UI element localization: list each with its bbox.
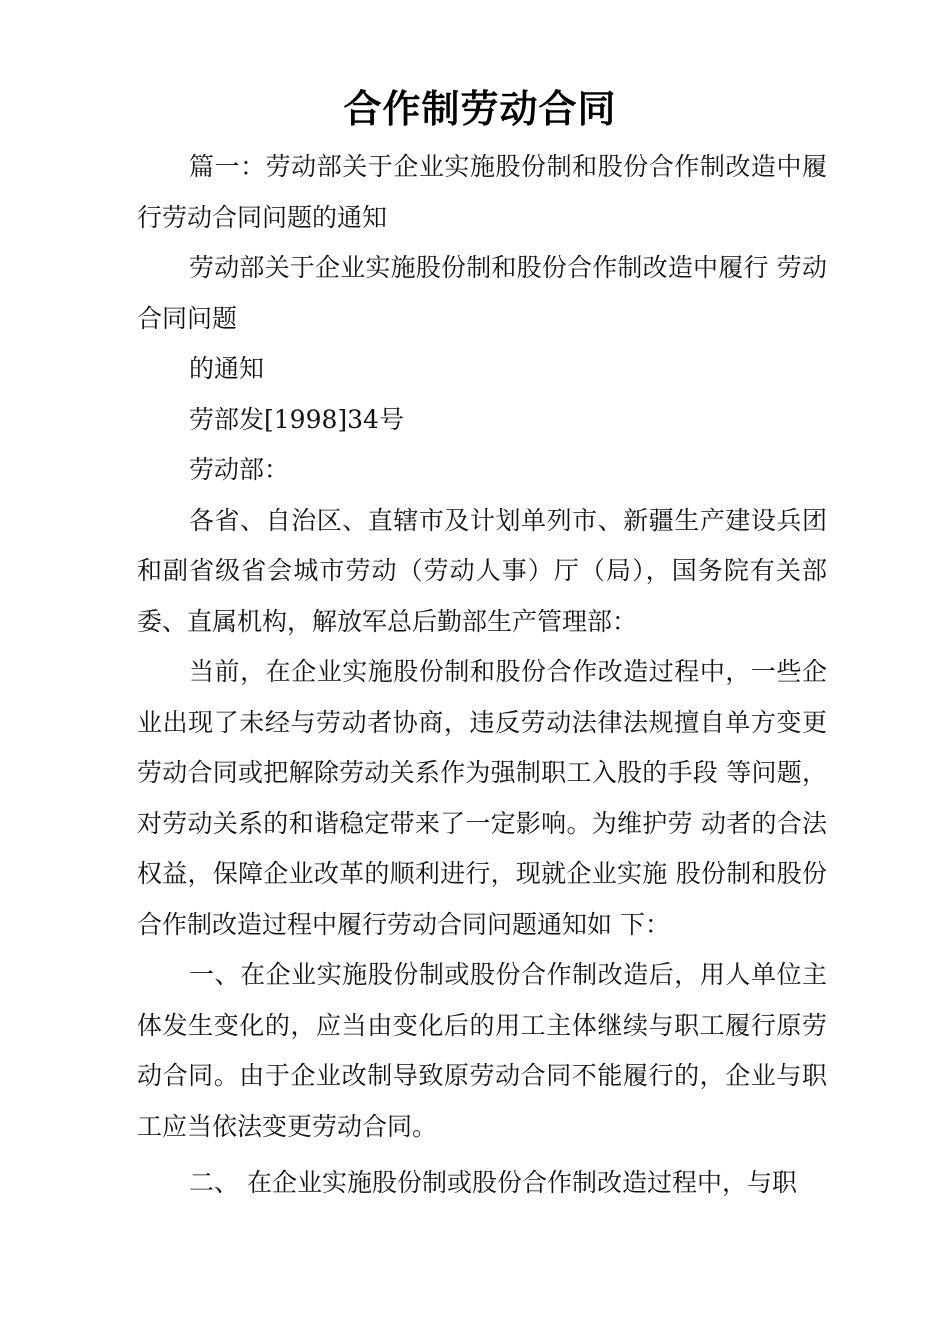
document-title: 合作制劳动合同 [343, 86, 617, 131]
paragraph-notice-title: 劳动部关于企业实施股份制和股份合作制改造中履行 劳动合同问题 [137, 253, 827, 333]
paragraph-addressees: 各省、自治区、直辖市及计划单列市、新疆生产建设兵团和副省级省会城市劳动（劳动人事）厅（局），国务院有关部委、直属机构，解放军总后勤部生产管理部： [137, 505, 827, 636]
paragraph-notice-title-cont: 的通知 [189, 354, 265, 383]
paragraph-item-one: 一、在企业实施股份制或股份合作制改造后，用人单位主体发生变化的，应当由变化后的用工主体继续与职工履行原劳动合同。由于企业改制导致原劳动合同不能履行的，企业与职工应当依法变更劳动合同。 [137, 960, 827, 1141]
paragraph-heading: 篇一：劳动部关于企业实施股份制和股份合作制改造中履行劳动合同问题的通知 [137, 152, 827, 232]
document-body [137, 142, 827, 1209]
paragraph-document-number: 劳部发[1998]34号 [189, 404, 404, 434]
paragraph-item-two: 二、 在企业实施股份制或股份合作制改造过程中，与职 [189, 1168, 797, 1197]
paragraph-issuer: 劳动部： [189, 455, 290, 484]
paragraph-background: 当前，在企业实施股份制和股份合作改造过程中，一些企业出现了未经与劳动者协商，违反劳动法律法规擅自单方变更劳动合同或把解除劳动关系作为强制职工入股的手段 等问题，对劳动关系的和谐稳定带来了一定影响。为维护劳 动者的合法权益，保障企业改革的顺利进行，现就企业实施 股份制和股份合作制改造过程中履行劳动合同问题通知如 下： [137, 657, 827, 939]
